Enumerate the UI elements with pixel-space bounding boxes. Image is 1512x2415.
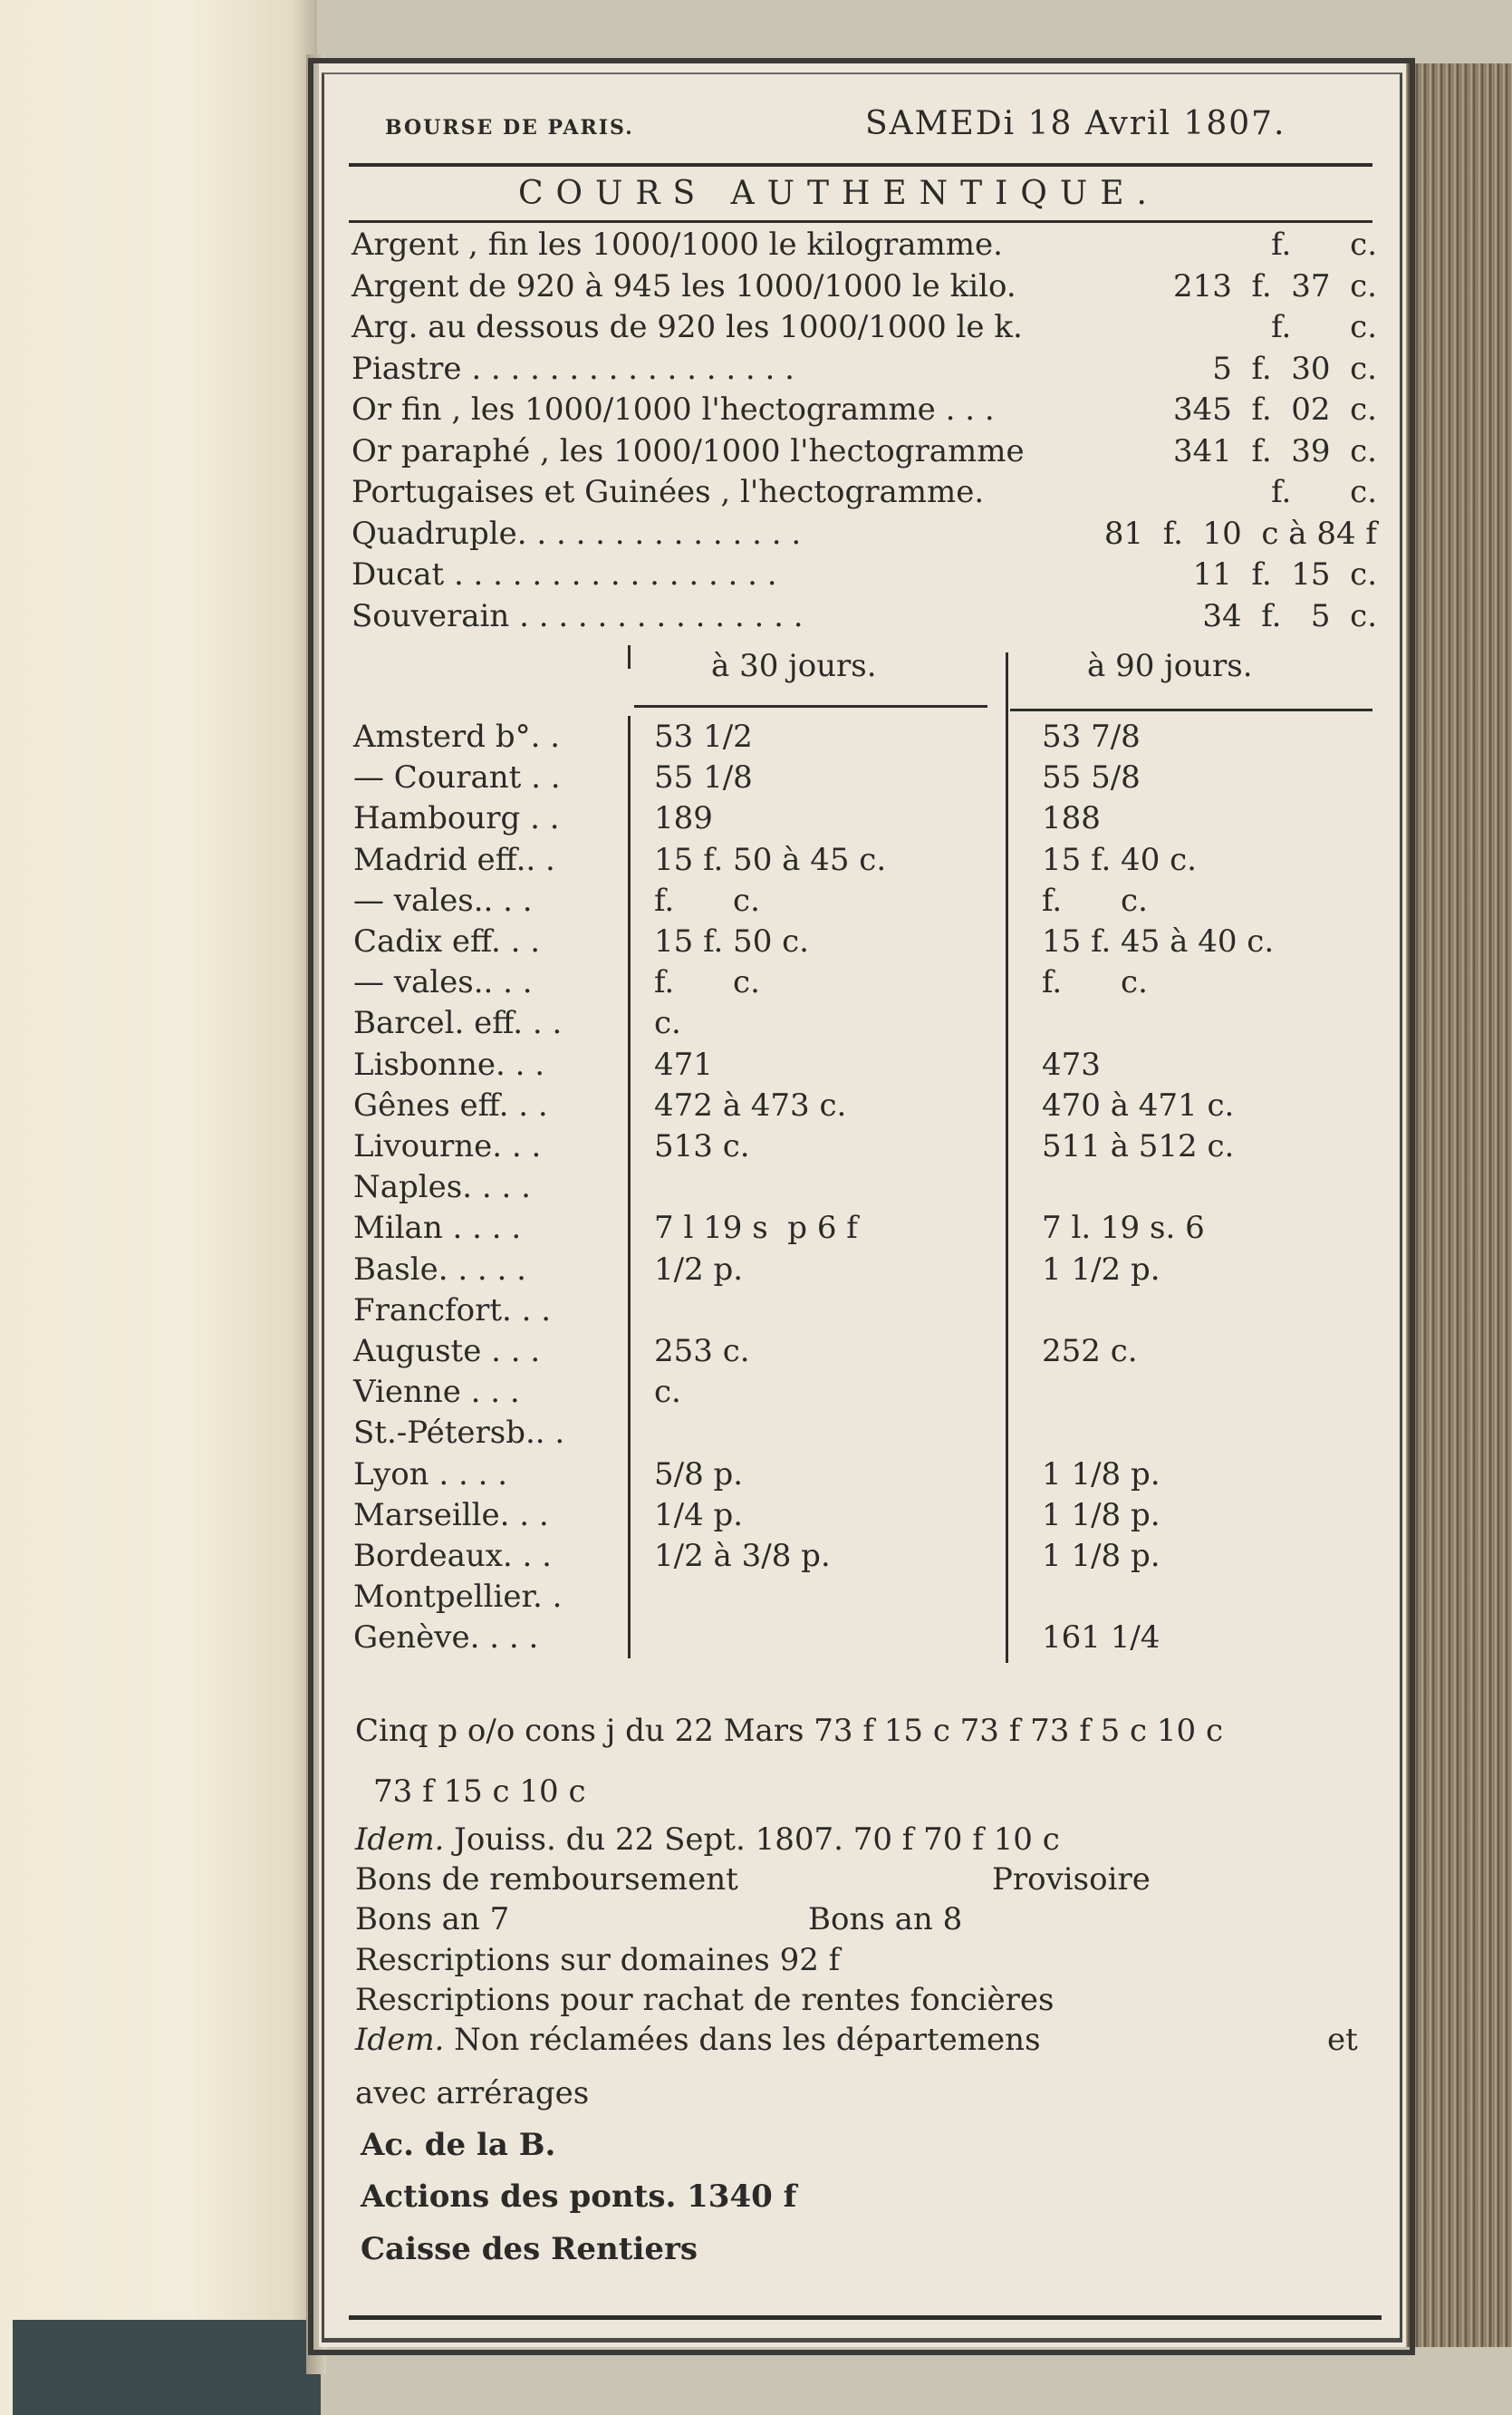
exchange-90-days: 1 1/2 p.	[1042, 1251, 1160, 1288]
metal-value: f. c.	[1271, 227, 1377, 263]
exchange-90-days: f. c.	[1042, 882, 1148, 919]
exchange-place: Genève. . . .	[353, 1619, 539, 1657]
title-rule	[349, 220, 1372, 223]
metal-label: Portugaises et Guinées , l'hectogramme.	[352, 474, 985, 510]
exchange-30-days: 15 f. 50 à 45 c.	[654, 841, 887, 878]
idem2-text: Non réclamées dans les départemens	[444, 2022, 1041, 2058]
cinq-line-2: 73 f 15 c 10 c	[373, 1773, 586, 1810]
exchange-place: Madrid eff.. .	[353, 841, 555, 878]
exchange-place: — Courant . .	[353, 759, 561, 797]
exchange-place: Vienne . . .	[353, 1374, 520, 1411]
exchange-place: Naples. . . .	[353, 1169, 531, 1206]
actions-banque: Ac. de la B.	[361, 2127, 556, 2163]
book-cover-corner	[13, 2320, 321, 2415]
exchange-90-days: 15 f. 40 c.	[1042, 841, 1197, 878]
exchange-30-days: 15 f. 50 c.	[654, 923, 809, 960]
exchange-30-days: c.	[654, 1005, 681, 1042]
exchange-30-days: f. c.	[654, 964, 760, 1001]
exchange-place: — vales.. . .	[353, 964, 533, 1001]
exchange-place: — vales.. . .	[353, 882, 533, 919]
metal-label: Or paraphé , les 1000/1000 l'hectogramme	[352, 432, 1025, 469]
exchange-place: Gênes eff. . .	[353, 1087, 548, 1124]
idem-non-reclamees	[355, 2022, 1041, 2058]
metal-value: 341 f. 39 c.	[1172, 432, 1377, 469]
exchange-place: St.-Pétersb.. .	[353, 1415, 565, 1452]
rescriptions-rachat: Rescriptions pour rachat de rentes foncières	[355, 1982, 1055, 2018]
metal-value: f. c.	[1271, 474, 1377, 510]
exchange-place: Milan . . . .	[353, 1210, 522, 1247]
bons-an-8: Bons an 8	[808, 1901, 963, 1937]
exchange-place: Barcel. eff. . .	[353, 1005, 563, 1042]
rescriptions-domaines: Rescriptions sur domaines 92 f	[355, 1942, 841, 1978]
exchange-90-days: f. c.	[1042, 964, 1148, 1001]
table-tick	[628, 645, 631, 669]
idem-jouiss-line	[355, 1821, 1060, 1858]
provisoire: Provisoire	[992, 1861, 1151, 1898]
exchange-place: Livourne. . .	[353, 1128, 542, 1164]
metal-label: Ducat . . . . . . . . . . . . . . . . .	[352, 556, 777, 593]
col-rule-90	[1010, 709, 1372, 711]
exchange-place: Basle. . . . .	[353, 1251, 526, 1288]
metal-label: Argent , fin les 1000/1000 le kilogramme.	[352, 227, 1003, 263]
exchange-30-days: 53 1/2	[654, 719, 753, 755]
exchange-30-days: 7 l 19 s p 6 f	[654, 1210, 858, 1247]
metal-value: 5 f. 30 c.	[1212, 350, 1377, 387]
exchange-90-days: 252 c.	[1042, 1333, 1138, 1369]
table-divider-left	[628, 716, 631, 1658]
metal-label: Quadruple. . . . . . . . . . . . . . .	[352, 515, 802, 552]
metal-value: 11 f. 15 c.	[1192, 556, 1377, 593]
metal-label: Piastre . . . . . . . . . . . . . . . . .	[352, 350, 795, 387]
exchange-place: Montpellier. .	[353, 1579, 563, 1616]
exchange-place: Auguste . . .	[353, 1333, 541, 1369]
bons-remboursement: Bons de remboursement	[355, 1861, 738, 1898]
metal-value: 345 f. 02 c.	[1172, 391, 1377, 428]
avec-arrerages: avec arrérages	[355, 2075, 590, 2111]
exchange-90-days: 55 5/8	[1042, 759, 1141, 797]
idem-label: Idem.	[355, 1821, 445, 1858]
header-left: BOURSE DE PARIS.	[385, 116, 634, 140]
facing-blank-page	[0, 0, 317, 2415]
metal-value: 81 f. 10 c à 84 f	[1103, 515, 1377, 552]
et-word: et	[1327, 2022, 1358, 2058]
exchange-90-days: 1 1/8 p.	[1042, 1455, 1160, 1492]
col-header-30: à 30 jours.	[711, 648, 877, 684]
exchange-30-days: 1/2 p.	[654, 1251, 744, 1288]
exchange-90-days: 7 l. 19 s. 6	[1042, 1210, 1205, 1247]
exchange-30-days: 189	[654, 800, 713, 837]
exchange-place: Lisbonne. . .	[353, 1046, 545, 1083]
exchange-30-days: 253 c.	[654, 1333, 750, 1369]
exchange-30-days: 5/8 p.	[654, 1455, 744, 1492]
idem2-label: Idem.	[355, 2022, 445, 2058]
exchange-90-days: 473	[1042, 1046, 1101, 1083]
exchange-30-days: 513 c.	[654, 1128, 750, 1164]
exchange-90-days: 161 1/4	[1042, 1619, 1160, 1657]
exchange-place: Cadix eff. . .	[353, 923, 541, 960]
metal-label: Arg. au dessous de 920 les 1000/1000 le k.	[352, 309, 1023, 345]
exchange-30-days: 55 1/8	[654, 759, 753, 797]
exchange-30-days: f. c.	[654, 882, 760, 919]
page-title: COURS AUTHENTIQUE.	[518, 175, 1160, 212]
footer-rule	[349, 2315, 1382, 2320]
exchange-90-days: 1 1/8 p.	[1042, 1496, 1160, 1533]
metal-value: f. c.	[1271, 309, 1377, 345]
col-header-90: à 90 jours.	[1087, 648, 1253, 684]
metal-label: Souverain . . . . . . . . . . . . . . .	[352, 597, 804, 634]
exchange-30-days: 472 à 473 c.	[654, 1087, 847, 1124]
cinq-line-1: Cinq p o/o cons j du 22 Mars 73 f 15 c 73 f 73 f 5 c 10 c	[355, 1713, 1223, 1749]
exchange-place: Marseille. . .	[353, 1496, 549, 1533]
metal-label: Argent de 920 à 945 les 1000/1000 le kilo.	[352, 267, 1016, 304]
idem-jouiss-text: Jouiss. du 22 Sept. 1807. 70 f 70 f 10 c	[444, 1821, 1060, 1858]
table-divider-mid	[1006, 652, 1008, 1663]
exchange-place: Francfort. . .	[353, 1291, 552, 1328]
exchange-90-days: 1 1/8 p.	[1042, 1538, 1160, 1574]
exchange-90-days: 53 7/8	[1042, 719, 1141, 755]
exchange-30-days: c.	[654, 1374, 681, 1411]
col-rule-30	[634, 705, 987, 708]
exchange-90-days: 511 à 512 c.	[1042, 1128, 1235, 1164]
exchange-30-days: 471	[654, 1046, 713, 1083]
exchange-place: Lyon . . . .	[353, 1455, 508, 1492]
exchange-place: Amsterd b°. .	[353, 719, 561, 755]
metal-value: 34 f. 5 c.	[1202, 597, 1377, 634]
exchange-90-days: 188	[1042, 800, 1101, 837]
bons-an-7: Bons an 7	[355, 1901, 510, 1937]
header-rule	[349, 163, 1372, 167]
exchange-90-days: 470 à 471 c.	[1042, 1087, 1235, 1124]
actions-ponts: Actions des ponts. 1340 f	[361, 2178, 797, 2215]
exchange-30-days: 1/2 à 3/8 p.	[654, 1538, 831, 1574]
metal-label: Or fin , les 1000/1000 l'hectogramme . . .	[352, 391, 995, 428]
header-date: SAMEDi 18 Avril 1807.	[865, 105, 1286, 142]
exchange-place: Bordeaux. . .	[353, 1538, 552, 1574]
exchange-place: Hambourg . .	[353, 800, 560, 837]
exchange-90-days: 15 f. 45 à 40 c.	[1042, 923, 1275, 960]
caisse-rentiers: Caisse des Rentiers	[361, 2231, 698, 2267]
exchange-30-days: 1/4 p.	[654, 1496, 744, 1533]
metal-value: 213 f. 37 c.	[1172, 267, 1377, 304]
